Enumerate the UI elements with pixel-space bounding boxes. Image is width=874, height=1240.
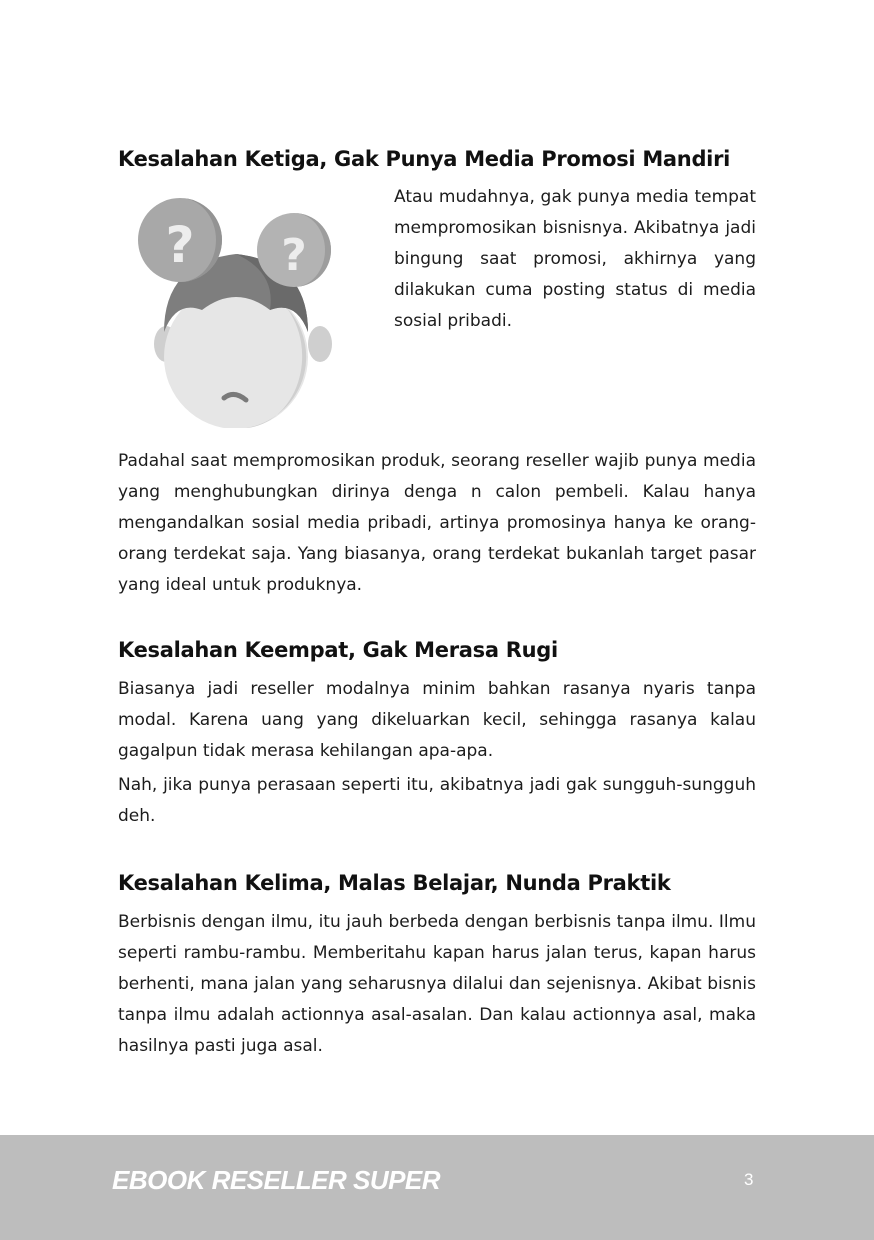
section-heading-keempat: Kesalahan Keempat, Gak Merasa Rugi bbox=[118, 638, 558, 662]
svg-text:?: ? bbox=[165, 216, 195, 274]
section3-paragraph: Berbisnis dengan ilmu, itu jauh berbeda dengan berbisnis tanpa ilmu. Ilmu seperti rambu-rambu. Memberitahu kapan harus jalan terus, kapan harus berhenti, mana jalan yang seharusnya dilalui dan sejenisnya. Akibat bisnis tanpa ilmu adalah actionnya asal-asalan. Dan kalau actionnya asal, maka hasilnya pasti juga asal. bbox=[118, 912, 756, 1056]
footer-title: EBOOK RESELLER SUPER bbox=[112, 1165, 441, 1195]
section1-paragraph: Padahal saat mempromosikan produk, seorang reseller wajib punya media yang menghubungkan dirinya denga n calon pembeli. Kalau hanya mengandalkan sosial media pribadi, artinya promosinya hanya ke orang-orang terdekat saja. Yang biasanya, orang terdekat bukanlah target pasar yang ideal untuk produknya. bbox=[118, 451, 756, 595]
confused-person-icon bbox=[136, 192, 332, 428]
section-heading-ketiga: Kesalahan Ketiga, Gak Punya Media Promosi Mandiri bbox=[118, 147, 731, 171]
section-heading-kelima: Kesalahan Kelima, Malas Belajar, Nunda Praktik bbox=[118, 871, 671, 895]
section2-paragraph-2: Nah, jika punya perasaan seperti itu, akibatnya jadi gak sungguh-sungguh deh. bbox=[118, 775, 756, 826]
page-footer bbox=[0, 1135, 874, 1240]
section1-intro: Atau mudahnya, gak punya media tempat mempromosikan bisnisnya. Akibatnya jadi bingung saat promosi, akhirnya yang dilakukan cuma posting status di media sosial pribadi. bbox=[394, 187, 756, 331]
svg-text:?: ? bbox=[281, 230, 307, 281]
page-number: 3 bbox=[744, 1170, 754, 1189]
section2-paragraph-1: Biasanya jadi reseller modalnya minim bahkan rasanya nyaris tanpa modal. Karena uang yang dikeluarkan kecil, sehingga rasanya kalau gagalpun tidak merasa kehilangan apa-apa. bbox=[118, 679, 756, 761]
